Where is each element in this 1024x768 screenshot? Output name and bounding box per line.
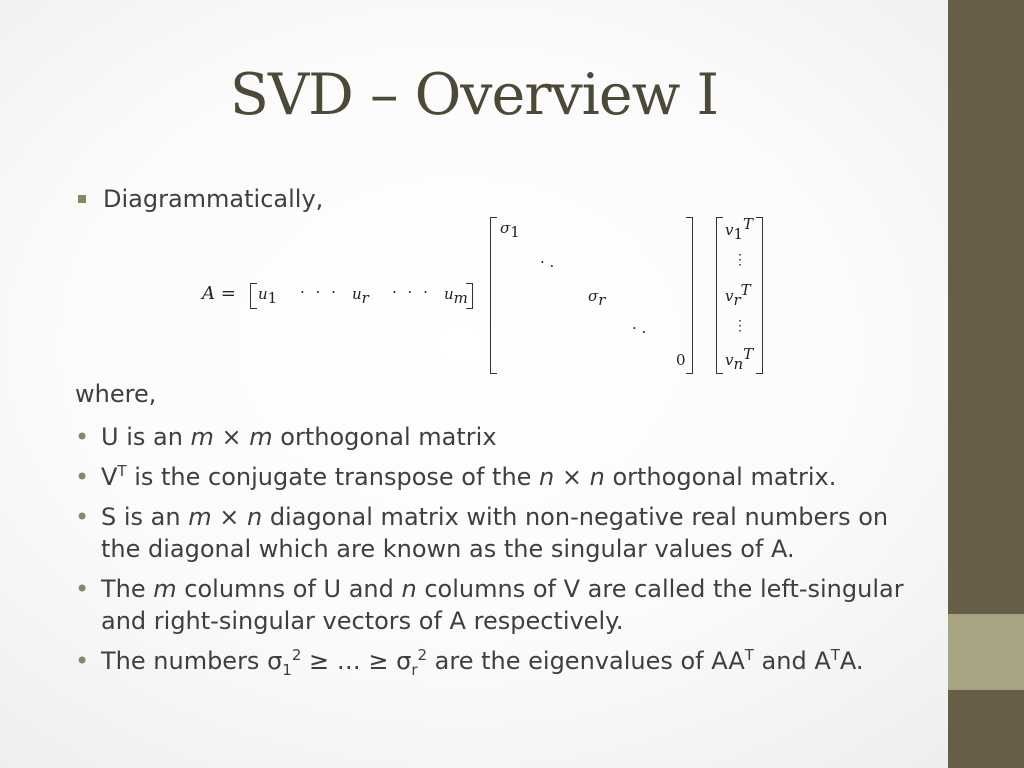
vt-bracket-right <box>756 217 763 374</box>
u-bracket-right <box>466 283 473 309</box>
u-bracket-left <box>250 283 257 309</box>
square-bullet-icon <box>78 195 86 203</box>
slide-title: SVD – Overview I <box>229 62 719 128</box>
eq-ddots-1: · . <box>540 253 555 271</box>
eq-ur: $u_r$ <box>352 285 369 307</box>
list-item-columns: • The m columns of U and n columns of V are called the left-singular and right-singular vectors of A respectively. <box>75 573 935 637</box>
eq-vdots-1: ⋮ <box>733 252 747 268</box>
intro-text: Diagrammatically, <box>103 185 324 213</box>
eq-sigmar: $\sigma_r$ <box>588 287 606 309</box>
eq-v1t: $v_1^T$ <box>725 215 754 243</box>
eq-hdots-2: · · · <box>392 283 431 301</box>
definition-list <box>75 421 935 685</box>
list-item-vt: • $V^T$ is the conjugate transpose of the n × n orthogonal matrix. <box>75 461 935 493</box>
sidebar-accent-block <box>948 614 1024 690</box>
eq-vnt: $v_n^T$ <box>725 345 754 373</box>
intro-line <box>78 185 323 213</box>
eq-u1: $u_1$ <box>258 285 278 307</box>
eq-ddots-2: · . <box>632 319 647 337</box>
sigma-bracket-left <box>490 217 497 374</box>
eq-zero: 0 <box>676 351 686 369</box>
eq-vrt: $v_r^T$ <box>725 281 751 309</box>
list-item-s: • S is an m × n diagonal matrix with non-negative real numbers on the diagonal which are known as the singular values of A. <box>75 501 935 565</box>
list-item-u: • U is an m × m orthogonal matrix <box>75 421 935 453</box>
svd-equation <box>200 213 770 378</box>
eq-sigma1: $\sigma_1$ <box>500 219 520 241</box>
list-item-eigenvalues: • The numbers $\sigma_1^2$ ≥ … ≥ $\sigma_r^2$ are the eigenvalues of $AA^T$ and $A^TA$. <box>75 645 935 677</box>
eq-lhs: A = <box>202 283 236 304</box>
vt-bracket-left <box>716 217 723 374</box>
eq-hdots-1: · · · <box>300 283 339 301</box>
where-label: where, <box>75 380 157 408</box>
eq-vdots-2: ⋮ <box>733 318 747 334</box>
eq-um: $u_m$ <box>444 285 468 307</box>
sigma-bracket-right <box>686 217 693 374</box>
